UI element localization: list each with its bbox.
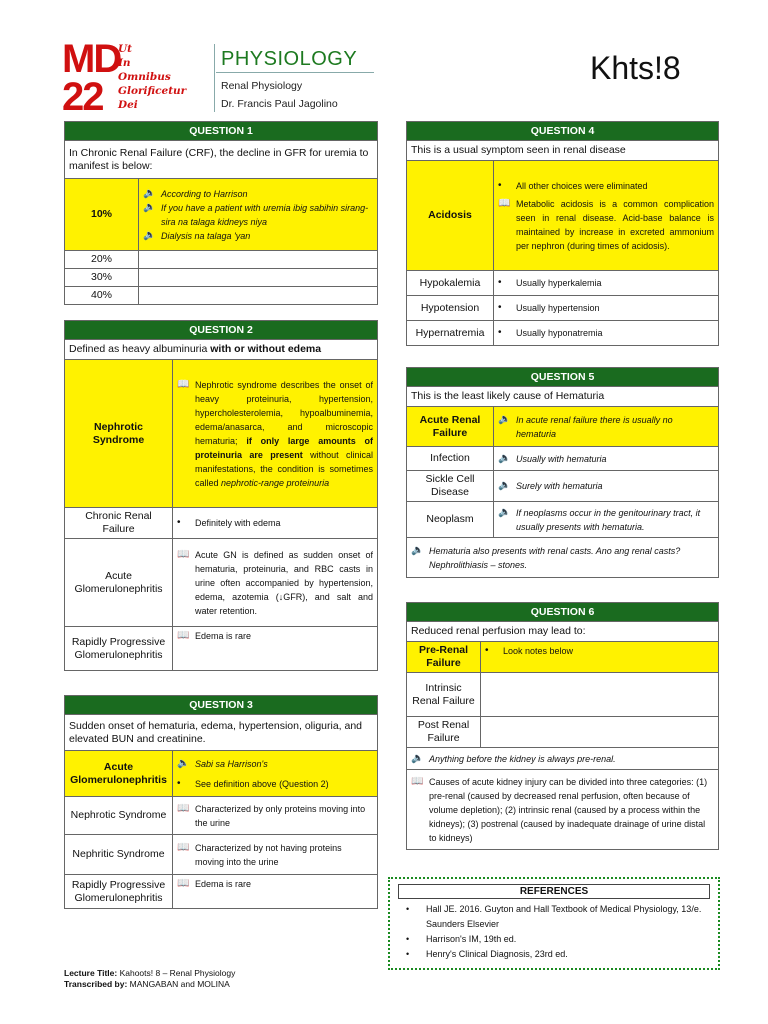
choice-note: • Usually hyperkalemia [494, 271, 719, 296]
book-icon: 📖 [411, 775, 424, 787]
question-stem: Reduced renal perfusion may lead to: [407, 622, 719, 642]
motto-line: Dei [118, 99, 138, 111]
bullet-icon: • [177, 517, 181, 528]
speaker-icon: 🔈 [143, 201, 156, 213]
book-icon: 📖 [177, 841, 190, 853]
choice-note: • Usually hypertension [494, 296, 719, 321]
logo-num-text: 22 [62, 75, 103, 119]
question-stem: In Chronic Renal Failure (CRF), the decline in GFR for uremia to manifest is below: [65, 141, 378, 179]
choice-note: 📖 Edema is rare [173, 875, 378, 909]
choice-label: Intrinsic Renal Failure [407, 673, 481, 717]
speaker-icon: 🔈 [498, 452, 511, 464]
choice-note: 📖 Edema is rare [173, 627, 378, 671]
question-3-table [64, 695, 378, 909]
speaker-icon: 🔈 [411, 752, 424, 764]
bullet-icon: • [406, 949, 410, 959]
choice-note: 🔈 If neoplasms occur in the genitourinary tract, it usually presents with hematuria. [494, 502, 719, 538]
choice-note: 📖 Characterized by only proteins moving into the urine [173, 797, 378, 835]
motto-line: Ut [118, 43, 133, 55]
page-subtitle: Renal Physiology [221, 80, 303, 92]
lecturer-name: Dr. Francis Paul Jagolino [221, 98, 338, 110]
bullet-icon: • [498, 179, 502, 191]
bullet-icon: • [406, 904, 410, 914]
choice-note [481, 673, 719, 717]
title-underline [216, 72, 374, 73]
choice-note [139, 269, 378, 287]
choice-note: 🔈 Usually with hematuria [494, 447, 719, 471]
speaker-icon: 🔈 [411, 544, 424, 556]
choice-label: Infection [407, 447, 494, 471]
motto-line: Glorificetur [118, 85, 187, 97]
bullet-icon: • [177, 777, 181, 789]
page-header [0, 0, 768, 120]
reference-item: • Henry's Clinical Diagnosis, 23rd ed. [406, 947, 710, 962]
md22-logo [62, 37, 212, 119]
choice-label: Rapidly Progressive Glomerulonephritis [65, 875, 173, 909]
answer-notes: • All other choices were eliminated 📖 Metabolic acidosis is a common complication seen in renal disease. Acid-base balance is maintained by increase in excreted ammonium per nephron (during times of acidosis). [494, 161, 719, 271]
answer-notes: • Look notes below [481, 642, 719, 673]
motto-line: In [118, 57, 131, 69]
answer-label: 10% [65, 179, 139, 251]
question-stem: Sudden onset of hematuria, edema, hypertension, oliguria, and elevated BUN and creatinine. [65, 715, 378, 751]
choice-note: 🔈 Surely with hematuria [494, 471, 719, 502]
logo-md-text: MD [62, 37, 121, 81]
question-footnote: 🔈 Anything before the kidney is always pre-renal. [407, 748, 719, 770]
answer-notes: 🔈 Sabi sa Harrison's • See definition above (Question 2) [173, 751, 378, 797]
question-footnote: 📖 Causes of acute kidney injury can be divided into three categories: (1) pre-renal (caused by decreased renal perfusion, often because of volume depletion); (2) intrinsic renal (caused by a process within the kidneys); (3) postrenal (caused by inadequate drainage of urine distal to kidneys) [407, 770, 719, 850]
choice-note [139, 287, 378, 305]
question-stem: This is the least likely cause of Hematuria [407, 387, 719, 407]
question-header: QUESTION 5 [407, 368, 719, 387]
bullet-icon: • [498, 302, 502, 313]
references-header: REFERENCES [398, 884, 710, 899]
reference-item: • Harrison's IM, 19th ed. [406, 932, 710, 947]
page-title: PHYSIOLOGY [221, 48, 358, 70]
reference-item: • Hall JE. 2016. Guyton and Hall Textbook of Medical Physiology, 13/e. Saunders Elsevier [406, 902, 710, 932]
question-6-table [406, 602, 719, 850]
choice-label: Hypotension [407, 296, 494, 321]
lecture-title-line: Lecture Title: Kahoots! 8 – Renal Physiology [64, 968, 236, 978]
choice-label: 20% [65, 251, 139, 269]
choice-note [139, 251, 378, 269]
speaker-icon: 🔈 [143, 187, 156, 199]
choice-label: Hypokalemia [407, 271, 494, 296]
logo-motto [118, 42, 186, 112]
question-stem: This is a usual symptom seen in renal disease [407, 141, 719, 161]
bullet-icon: • [406, 934, 410, 944]
choice-note: 📖 Characterized by not having proteins moving into the urine [173, 835, 378, 875]
answer-label: Nephrotic Syndrome [65, 360, 173, 508]
answer-label: Acute Glomerulonephritis [65, 751, 173, 797]
bullet-icon: • [498, 277, 502, 288]
choice-label: Nephrotic Syndrome [65, 797, 173, 835]
question-2-table [64, 320, 378, 671]
choice-label: 40% [65, 287, 139, 305]
choice-label: Neoplasm [407, 502, 494, 538]
book-icon: 📖 [177, 378, 190, 390]
logo-mark [62, 37, 121, 119]
answer-notes: 🔈 In acute renal failure there is usually no hematuria [494, 407, 719, 447]
choice-label: 30% [65, 269, 139, 287]
answer-notes: 📖 Nephrotic syndrome describes the onset of heavy proteinuria, hypertension, hypercholesterolemia, hypoalbuminemia, edema/anasarca, and microscopic hematuria; if only large amounts of proteinuria are present without clinical manifestations, the condition is sometimes called nephrotic-range proteinuria [173, 360, 378, 508]
question-header: QUESTION 1 [65, 122, 378, 141]
choice-note: • Usually hyponatremia [494, 321, 719, 346]
book-icon: 📖 [177, 630, 190, 641]
speaker-icon: 🔈 [143, 229, 156, 241]
answer-label: Acute Renal Failure [407, 407, 494, 447]
question-4-table [406, 121, 719, 346]
question-header: QUESTION 4 [407, 122, 719, 141]
book-icon: 📖 [177, 548, 190, 560]
question-header: QUESTION 3 [65, 696, 378, 715]
bullet-icon: • [498, 327, 502, 338]
speaker-icon: 🔈 [498, 480, 511, 491]
speaker-icon: 🔈 [177, 757, 190, 769]
header-divider [214, 44, 215, 112]
motto-line: Omnibus [118, 71, 171, 83]
choice-note [481, 717, 719, 748]
question-footnote: 🔈 Hematuria also presents with renal casts. Ano ang renal casts? Nephrolithiasis – stones. [407, 538, 719, 578]
page-footer [64, 968, 235, 990]
document-code: Khts!8 [590, 50, 681, 86]
book-icon: 📖 [177, 878, 190, 889]
choice-label: Hypernatremia [407, 321, 494, 346]
question-1-table [64, 121, 378, 305]
bullet-icon: • [485, 645, 489, 656]
choice-label: Post Renal Failure [407, 717, 481, 748]
speaker-icon: 🔈 [498, 413, 511, 425]
references-box [388, 877, 720, 970]
question-header: QUESTION 6 [407, 603, 719, 622]
choice-label: Acute Glomerulonephritis [65, 539, 173, 627]
choice-note: 📖 Acute GN is defined as sudden onset of hematuria, proteinuria, and RBC casts in urine often accompanied by hypertension, edema, azotemia (↓GFR), and salt and water retention. [173, 539, 378, 627]
answer-label: Pre-Renal Failure [407, 642, 481, 673]
choice-label: Nephritic Syndrome [65, 835, 173, 875]
choice-label: Rapidly Progressive Glomerulonephritis [65, 627, 173, 671]
question-header: QUESTION 2 [65, 321, 378, 340]
answer-label: Acidosis [407, 161, 494, 271]
transcribed-by-line: Transcribed by: MANGABAN and MOLINA [64, 979, 230, 989]
book-icon: 📖 [498, 197, 511, 209]
choice-label: Sickle Cell Disease [407, 471, 494, 502]
book-icon: 📖 [177, 802, 190, 814]
choice-label: Chronic Renal Failure [65, 508, 173, 539]
answer-notes: 🔈 According to Harrison 🔈 If you have a patient with uremia ibig sabihin sirang-sira na talaga kidneys niya 🔈 Dialysis na talaga 'yan [139, 179, 378, 251]
choice-note: • Definitely with edema [173, 508, 378, 539]
speaker-icon: 🔈 [498, 506, 511, 518]
question-stem: Defined as heavy albuminuria with or without edema [65, 340, 378, 360]
question-5-table [406, 367, 719, 578]
references-list [406, 902, 710, 962]
